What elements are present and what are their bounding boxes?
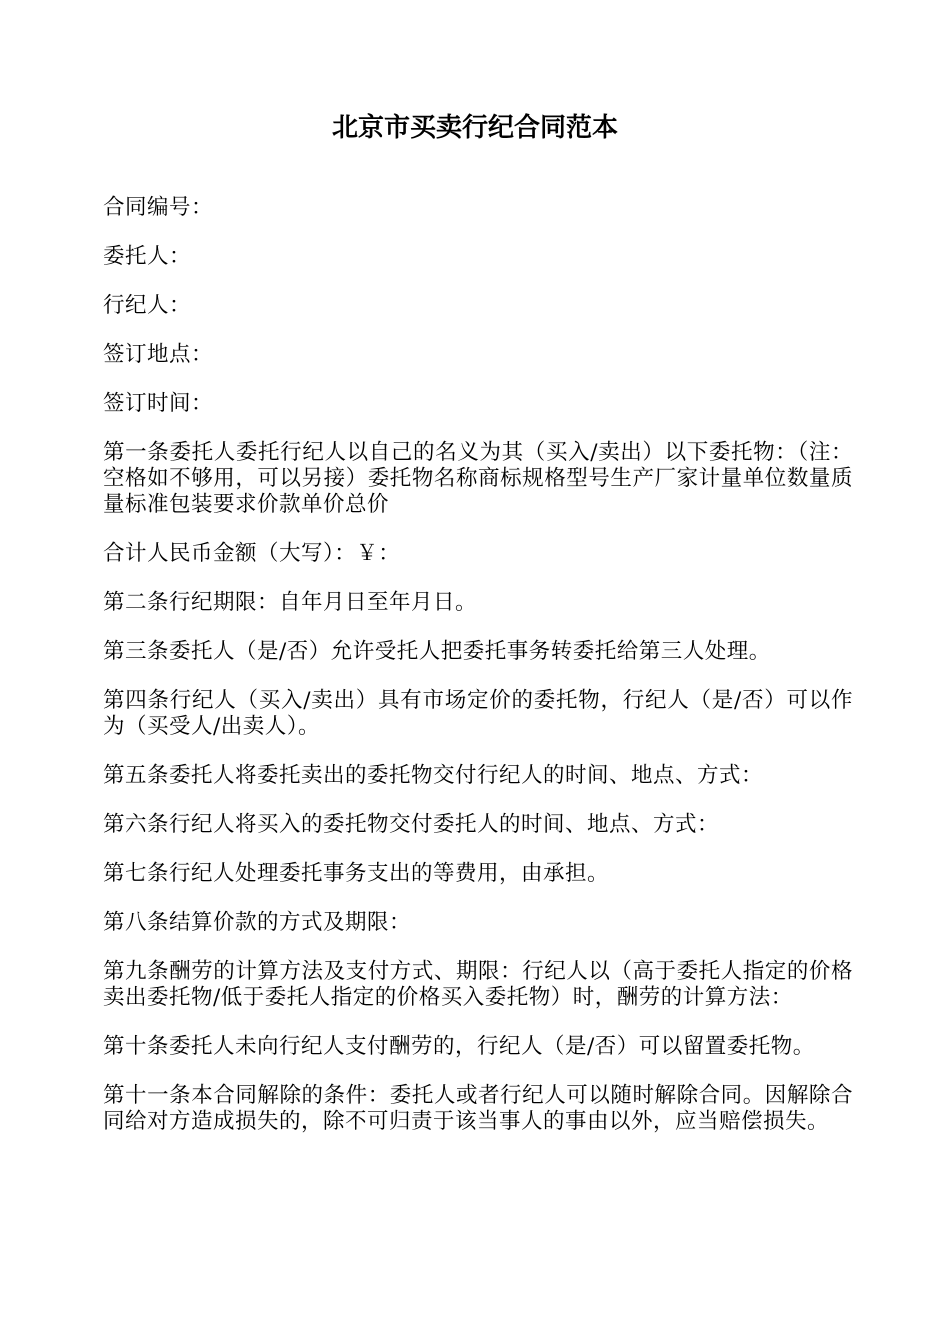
contract-number-field: 合同编号： (103, 195, 214, 220)
document-body (103, 195, 853, 1158)
article-7: 第七条行纪人处理委托事务支出的等费用，由承担。 (103, 861, 610, 886)
principal-field: 委托人： (103, 244, 192, 269)
document-title: 北京市买卖行纪合同范本 (331, 113, 618, 143)
article-4: 第四条行纪人（买入/卖出）具有市场定价的委托物，行纪人（是/否）可以作为（买受人/出卖人）。 (103, 688, 853, 739)
total-amount-line: 合计人民币金额（大写）：￥： (103, 541, 401, 566)
article-10: 第十条委托人未向行纪人支付酬劳的，行纪人（是/否）可以留置委托物。 (103, 1034, 815, 1059)
signing-time-field: 签订时间： (103, 391, 214, 416)
commission-agent-field: 行纪人： (103, 293, 192, 318)
article-9: 第九条酬劳的计算方法及支付方式、期限：行纪人以（高于委托人指定的价格卖出委托物/低于委托人指定的价格买入委托物）时，酬劳的计算方法： (103, 959, 853, 1010)
article-5: 第五条委托人将委托卖出的委托物交付行纪人的时间、地点、方式： (103, 763, 764, 788)
article-8: 第八条结算价款的方式及期限： (103, 910, 412, 935)
article-11: 第十一条本合同解除的条件：委托人或者行纪人可以随时解除合同。因解除合同给对方造成损失的，除不可归责于该当事人的事由以外，应当赔偿损失。 (103, 1083, 853, 1134)
article-6: 第六条行纪人将买入的委托物交付委托人的时间、地点、方式： (103, 812, 720, 837)
article-1: 第一条委托人委托行纪人以自己的名义为其（买入/卖出）以下委托物：（注：空格如不够用，可以另接）委托物名称商标规格型号生产厂家计量单位数量质量标准包装要求价款单价总价 (103, 440, 853, 517)
article-3: 第三条委托人（是/否）允许受托人把委托事务转委托给第三人处理。 (103, 639, 771, 664)
signing-place-field: 签订地点： (103, 342, 214, 367)
article-2: 第二条行纪期限：自年月日至年月日。 (103, 590, 478, 615)
